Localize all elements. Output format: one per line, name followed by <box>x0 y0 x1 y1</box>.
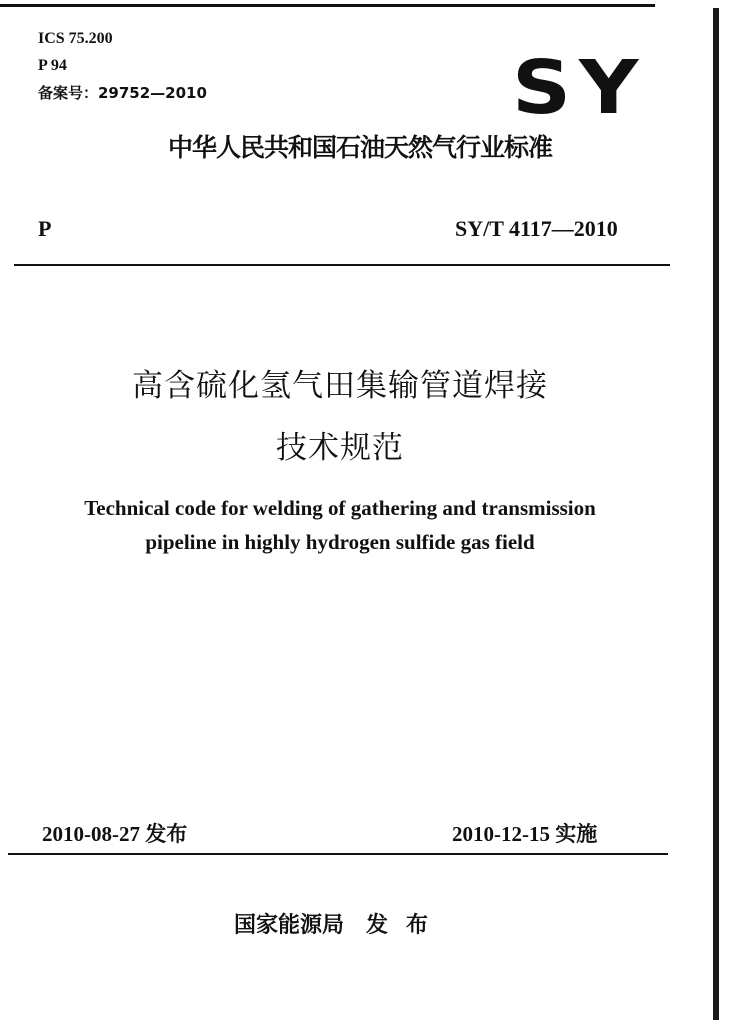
ics-code: ICS 75.200 <box>38 30 113 47</box>
effective-label: 实施 <box>555 822 598 846</box>
title-en-line1: Technical code for welding of gathering and transmission <box>84 496 596 520</box>
sy-logo: SY <box>512 45 647 132</box>
header-divider <box>14 264 670 266</box>
page-binding-edge <box>713 8 719 1020</box>
issue-label: 发布 <box>145 822 188 846</box>
organization-title: 中华人民共和国石油天然气行业标准 <box>168 133 553 162</box>
top-border-rule <box>0 4 655 7</box>
issue-date: 2010-08-27 <box>42 822 140 846</box>
issuer-block <box>234 908 428 939</box>
effective-date: 2010-12-15 <box>452 822 550 846</box>
footer-divider <box>8 853 668 855</box>
classification-code: P 94 <box>38 57 67 74</box>
issue-date-block <box>42 818 187 848</box>
classification-letter: P <box>38 216 52 241</box>
title-cn-line1: 高含硫化氢气田集输管道焊接 <box>132 368 548 404</box>
title-en-line2: pipeline in highly hydrogen sulfide gas field <box>145 530 535 554</box>
filing-number: 备案号：29752—2010 <box>38 84 207 102</box>
issuer-name: 国家能源局 <box>234 913 345 938</box>
standard-number: SY/T 4117—2010 <box>455 216 618 241</box>
title-cn-line2: 技术规范 <box>276 430 404 466</box>
issuer-word-2: 布 <box>406 913 429 938</box>
effective-date-block <box>452 818 597 848</box>
issuer-word-1: 发 <box>366 913 389 938</box>
